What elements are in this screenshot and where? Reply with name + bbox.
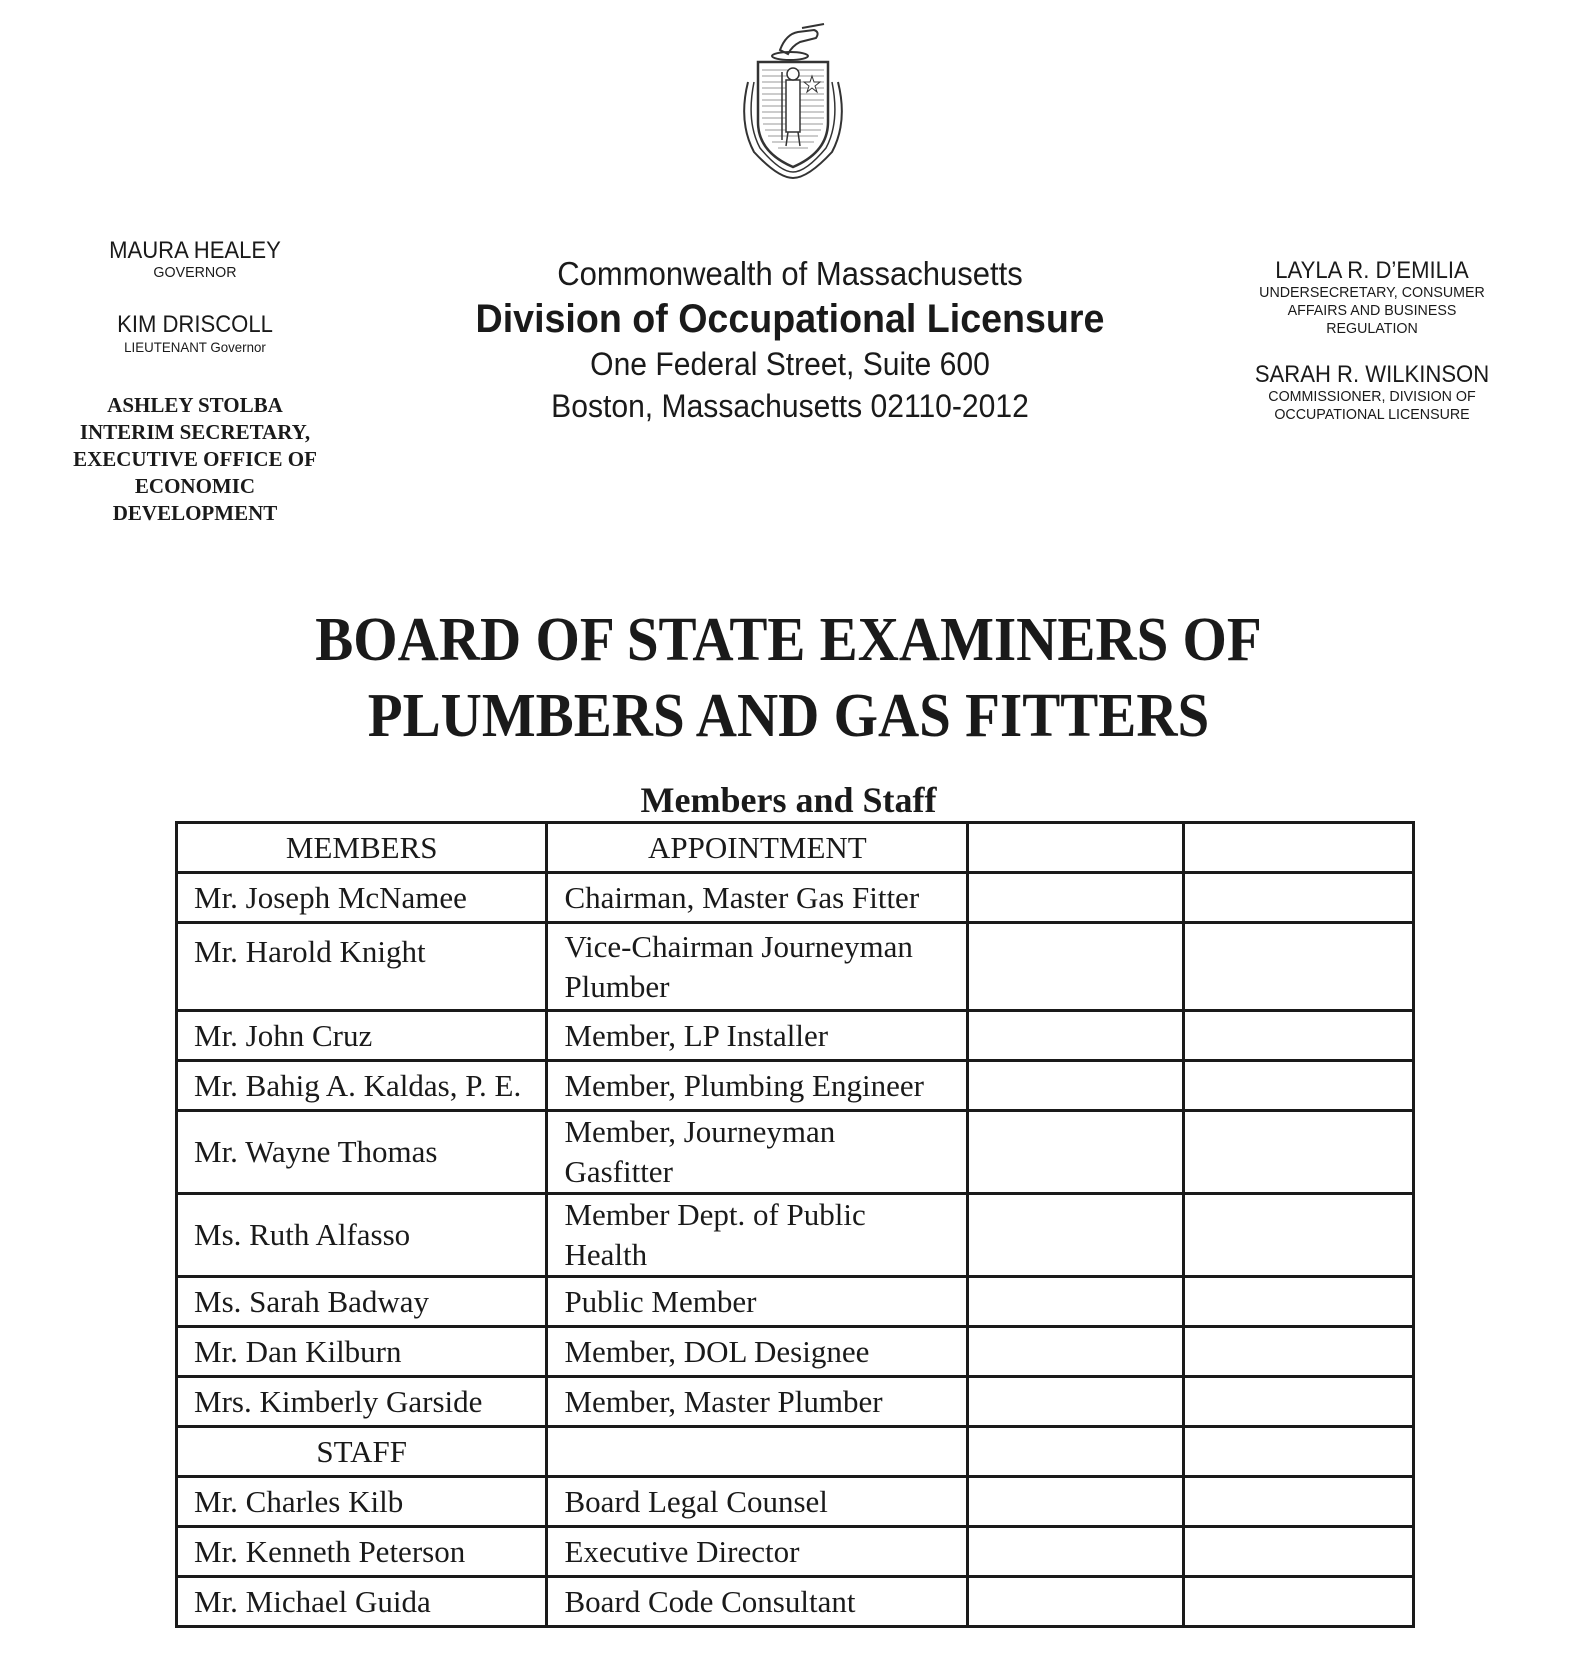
official-governor — [60, 238, 330, 282]
official-title: GOVERNOR — [153, 264, 237, 281]
staff-appointment: Board Code Consultant — [547, 1577, 968, 1627]
empty-cell — [968, 1011, 1184, 1061]
table-row — [177, 923, 1414, 1011]
empty-cell — [1183, 1377, 1413, 1427]
agency-block — [380, 253, 1200, 427]
official-name: MAURA HEALEY — [109, 237, 281, 264]
staff-header-row — [177, 1427, 1414, 1477]
table-row — [177, 1577, 1414, 1627]
member-appointment: Chairman, Master Gas Fitter — [547, 873, 968, 923]
table-row — [177, 1527, 1414, 1577]
table-row — [177, 1377, 1414, 1427]
table-row — [177, 1061, 1414, 1111]
member-name: Mr. John Cruz — [177, 1011, 547, 1061]
empty-cell — [1183, 1194, 1413, 1277]
empty-cell — [1183, 1427, 1413, 1477]
table-row — [177, 873, 1414, 923]
empty-cell — [1183, 923, 1413, 1011]
staff-appointment: Executive Director — [547, 1527, 968, 1577]
empty-cell — [968, 873, 1184, 923]
official-title: COMMISSIONER, DIVISION OF — [1268, 388, 1476, 405]
massachusetts-seal-icon — [728, 22, 858, 182]
roster-table — [175, 821, 1415, 1628]
empty-cell — [1183, 1327, 1413, 1377]
official-title: UNDERSECRETARY, CONSUMER — [1259, 284, 1485, 301]
empty-cell — [968, 1577, 1184, 1627]
staff-name: Mr. Charles Kilb — [177, 1477, 547, 1527]
member-appointment: Member, LP Installer — [547, 1011, 968, 1061]
official-commissioner — [1222, 362, 1522, 424]
empty-cell — [968, 1111, 1184, 1194]
empty-cell — [1183, 1011, 1413, 1061]
empty-cell — [1183, 1527, 1413, 1577]
member-appointment — [547, 923, 968, 1011]
empty-cell — [968, 923, 1184, 1011]
table-row — [177, 1477, 1414, 1527]
empty-cell — [1183, 1111, 1413, 1194]
members-heading: Members and Staff — [640, 780, 937, 820]
member-appointment: Public Member — [547, 1277, 968, 1327]
secretary-line: EXECUTIVE OFFICE OF — [73, 447, 317, 471]
official-name: SARAH R. WILKINSON — [1254, 361, 1490, 388]
board-title — [63, 602, 1514, 754]
official-secretary — [60, 392, 330, 527]
staff-name: Mr. Kenneth Peterson — [177, 1527, 547, 1577]
secretary-line: ASHLEY STOLBA — [107, 393, 283, 417]
member-appointment: Member Dept. of Public Health — [547, 1194, 968, 1277]
table-row — [177, 1194, 1414, 1277]
empty-cell — [968, 1327, 1184, 1377]
official-title: AFFAIRS AND BUSINESS — [1287, 302, 1457, 319]
member-name: Mr. Bahig A. Kaldas, P. E. — [177, 1061, 547, 1111]
member-appointment: Member, Master Plumber — [547, 1377, 968, 1427]
official-name: LAYLA R. D’EMILIA — [1275, 257, 1469, 284]
empty-cell — [968, 1527, 1184, 1577]
column-header-blank — [968, 823, 1184, 873]
official-name: KIM DRISCOLL — [117, 311, 273, 338]
member-name: Mr. Wayne Thomas — [177, 1111, 547, 1194]
empty-cell — [1183, 1061, 1413, 1111]
staff-name: Mr. Michael Guida — [177, 1577, 547, 1627]
table-row — [177, 1111, 1414, 1194]
empty-cell — [1183, 1477, 1413, 1527]
empty-cell — [1183, 1577, 1413, 1627]
member-appointment: Member, Journeyman Gasfitter — [547, 1111, 968, 1194]
table-row — [177, 1277, 1414, 1327]
staff-appointment: Board Legal Counsel — [547, 1477, 968, 1527]
member-name: Mr. Dan Kilburn — [177, 1327, 547, 1377]
member-name: Ms. Sarah Badway — [177, 1277, 547, 1327]
staff-label: STAFF — [177, 1427, 547, 1477]
column-header-members: MEMBERS — [177, 823, 547, 873]
empty-cell — [968, 1194, 1184, 1277]
empty-cell — [968, 1477, 1184, 1527]
empty-cell — [1183, 873, 1413, 923]
secretary-line: DEVELOPMENT — [112, 501, 278, 525]
member-appointment: Member, DOL Designee — [547, 1327, 968, 1377]
table-row — [177, 1011, 1414, 1061]
right-officials — [1222, 258, 1522, 424]
official-undersecretary — [1222, 258, 1522, 338]
left-officials — [60, 238, 330, 527]
empty-cell — [547, 1427, 968, 1477]
official-lieutenant-governor — [60, 312, 330, 356]
empty-cell — [968, 1427, 1184, 1477]
column-header-appointment: APPOINTMENT — [547, 823, 968, 873]
official-title: OCCUPATIONAL LICENSURE — [1274, 406, 1470, 423]
appointment-line: Vice-Chairman Journeyman — [564, 928, 913, 964]
address-line-1: One Federal Street, Suite 600 — [590, 346, 990, 382]
empty-cell — [968, 1061, 1184, 1111]
address-line-2: Boston, Massachusetts 02110-2012 — [551, 388, 1029, 424]
appointment-line: Plumber — [564, 968, 670, 1004]
official-title: REGULATION — [1326, 320, 1418, 337]
member-name: Ms. Ruth Alfasso — [177, 1194, 547, 1277]
board-title-line-1: BOARD OF STATE EXAMINERS OF — [315, 606, 1262, 674]
division-name: Division of Occupational Licensure — [475, 297, 1105, 341]
secretary-line: INTERIM SECRETARY, — [79, 420, 311, 444]
empty-cell — [968, 1277, 1184, 1327]
empty-cell — [1183, 1277, 1413, 1327]
secretary-line: ECONOMIC — [134, 474, 256, 498]
member-appointment: Member, Plumbing Engineer — [547, 1061, 968, 1111]
member-name: Mr. Harold Knight — [177, 923, 547, 1011]
member-name: Mrs. Kimberly Garside — [177, 1377, 547, 1427]
table-header-row — [177, 823, 1414, 873]
board-title-line-2: PLUMBERS AND GAS FITTERS — [367, 682, 1210, 750]
commonwealth-name: Commonwealth of Massachusetts — [557, 255, 1023, 292]
empty-cell — [968, 1377, 1184, 1427]
table-row — [177, 1327, 1414, 1377]
official-title: LIEUTENANT Governor — [124, 339, 266, 355]
column-header-blank — [1183, 823, 1413, 873]
member-name: Mr. Joseph McNamee — [177, 873, 547, 923]
